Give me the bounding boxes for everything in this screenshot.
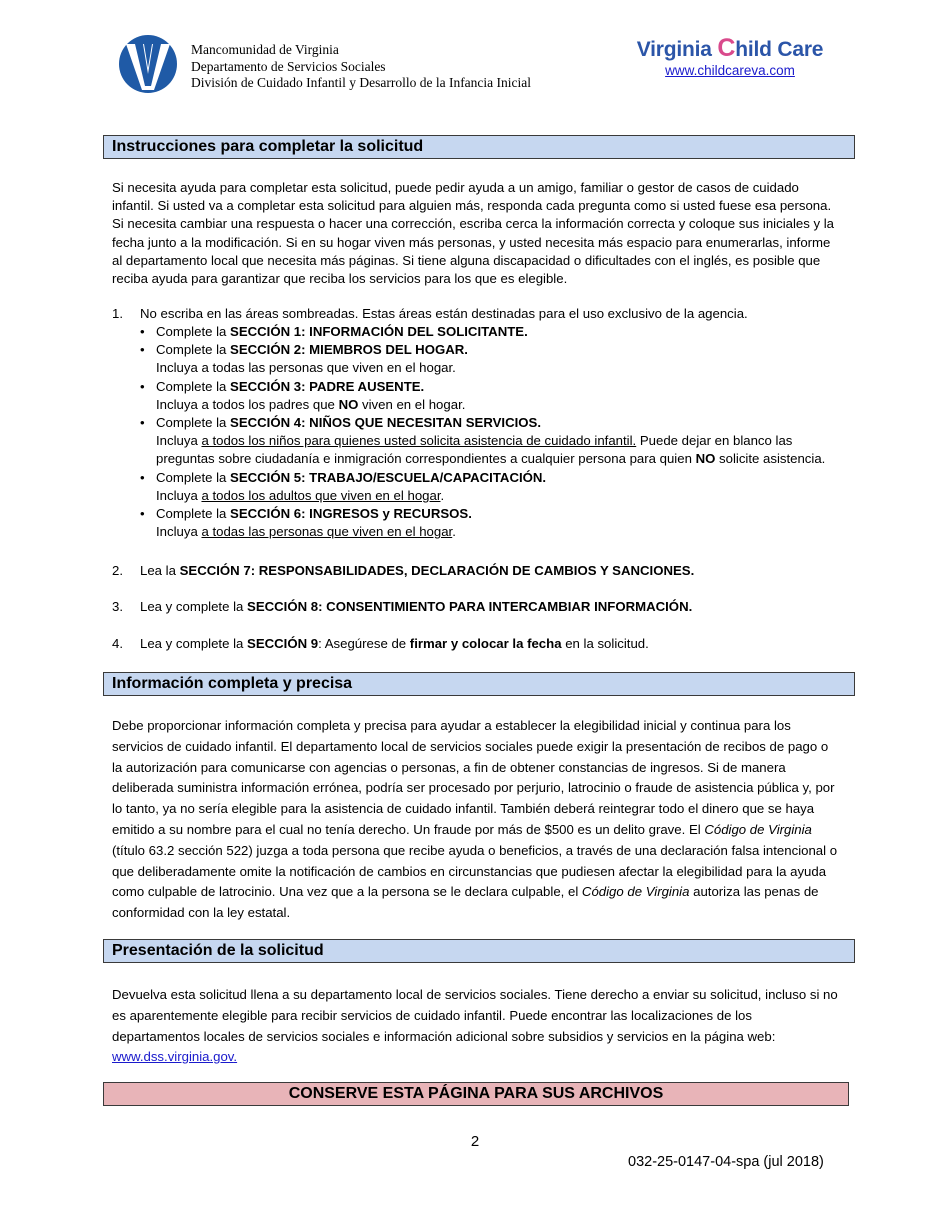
keep-page-banner: CONSERVE ESTA PÁGINA PARA SUS ARCHIVOS bbox=[103, 1082, 849, 1106]
list-item: • Complete la SECCIÓN 1: INFORMACIÓN DEL SOLICITANTE. bbox=[140, 324, 528, 339]
brand-letter-c: C bbox=[717, 34, 736, 62]
item-4-number: 4. bbox=[112, 636, 123, 651]
page-number: 2 bbox=[470, 1133, 480, 1150]
list-item: • Complete la SECCIÓN 2: MIEMBROS DEL HOGAR. Incluya a todas las personas que viven en el hogar. bbox=[140, 342, 468, 376]
item-2-number: 2. bbox=[112, 563, 123, 578]
list-item: • Complete la SECCIÓN 4: NIÑOS QUE NECESITAN SERVICIOS. Incluya a todos los niños para quienes usted solicita asistencia de cuidado infantil. Puede dejar en blanco las preguntas sobre ciudadanía e inmigración correspondientes a cualquier persona para quien NO solicite asistencia. bbox=[140, 415, 826, 467]
list-item: • Complete la SECCIÓN 5: TRABAJO/ESCUELA/CAPACITACIÓN. Incluya a todos los adultos que viven en el hogar. bbox=[140, 469, 547, 503]
item-3-number: 3. bbox=[112, 599, 123, 614]
item-4-text: Lea y complete la SECCIÓN 9: Asegúrese de firmar y colocar la fecha en la solicitud. bbox=[140, 636, 649, 651]
item-1-text: No escriba en las áreas sombreadas. Estas áreas están destinadas para el uso exclusivo de la agencia. bbox=[140, 306, 748, 321]
form-code: 032-25-0147-04-spa (jul 2018) bbox=[628, 1154, 824, 1170]
brand-word-virginia: Virginia bbox=[636, 38, 712, 61]
list-item: • Complete la SECCIÓN 6: INGRESOS y RECURSOS. Incluya a todas las personas que viven en el hogar. bbox=[140, 506, 472, 540]
header-line-division: División de Cuidado Infantil y Desarrollo de la Infancia Inicial bbox=[191, 75, 532, 90]
brand-word-child-care: hild Care bbox=[735, 38, 824, 61]
list-item: • Complete la SECCIÓN 3: PADRE AUSENTE. Incluya a todos los padres que NO viven en el hogar. bbox=[140, 378, 466, 412]
section-title-complete-info: Información completa y precisa bbox=[103, 672, 855, 696]
complete-info-paragraph: Debe proporcionar información completa y precisa para ayudar a establecer la elegibilidad inicial y continua para los servicios de cuidado infantil. El departamento local de servicios sociales puede exigir la presentación de recibos de pago o la autorización para comunicarse con agencias o personas, a fin de obtener constancias de ingresos. Si de manera deliberada suministra información errónea, podría ser procesado por perjurio, latrocinio o fraude de asistencia pública y, por lo tanto, ya no sería elegible para la asistencia de cuidado infantil. También deberá reintegrar todo el dinero que se haya emitido a su nombre para el cual no tenía derecho. Un fraude por más de $500 es un delito grave. El Código de Virginia (título 63.2 sección 522) juzga a toda persona que recibe ayuda o beneficios, a través de una declaración falsa intencional o que deliberadamente omite la notificación de cambios en circunstancias que pudiesen afectar la elegibilidad para la ayuda como culpable de latrocinio. Una vez que a la persona se le declara culpable, el Código de Virginia autoriza las penas de conformidad con la ley estatal. bbox=[112, 718, 838, 921]
section-title-instructions: Instrucciones para completar la solicitud bbox=[103, 135, 855, 159]
intro-paragraph: Si necesita ayuda para completar esta solicitud, puede pedir ayuda a un amigo, familiar o gestor de casos de cuidado infantil. Si usted va a completar esta solicitud para alguien más, responda cada pregunta como si usted fuese esa persona. Si necesita cambiar una respuesta o hacer una corrección, escriba cerca la información correcta y coloque sus iniciales y la fecha junto a la modificación. Si en su hogar viven más personas, y usted necesita más espacio para enumerarlas, informe al departamento local que necesita más páginas. Si tiene alguna discapacidad o dificultades con el inglés, es posible que reciba ayuda para garantizar que reciba los servicios para los que es elegible. bbox=[112, 180, 835, 287]
brand-logo-text bbox=[622, 34, 838, 63]
virginia-child-care-brand bbox=[622, 34, 838, 78]
item-1-number: 1. bbox=[112, 306, 123, 321]
agency-header bbox=[191, 42, 531, 92]
section-bullet-list bbox=[140, 323, 850, 541]
childcareva-link[interactable]: www.childcareva.com bbox=[665, 63, 795, 78]
dss-virginia-link[interactable]: www.dss.virginia.gov bbox=[112, 1049, 234, 1065]
section-title-submission: Presentación de la solicitud bbox=[103, 939, 855, 963]
header-line-commonwealth: Mancomunidad de Virginia bbox=[191, 42, 339, 57]
virginia-dss-logo-icon bbox=[118, 34, 178, 94]
item-2-text: Lea la SECCIÓN 7: RESPONSABILIDADES, DECLARACIÓN DE CAMBIOS Y SANCIONES. bbox=[140, 563, 695, 578]
header-line-department: Departamento de Servicios Sociales bbox=[191, 58, 386, 74]
submission-paragraph: Devuelva esta solicitud llena a su departamento local de servicios sociales. Tiene derecho a enviar su solicitud, incluso si no es aparentemente elegible para recibir servicios de cuidado infantil. Puede encontrar las localizaciones de los departamentos locales de servicios sociales e información adicional sobre subsidios y servicios en la página web: www.dss.virginia.gov. bbox=[112, 987, 838, 1065]
item-3-text: Lea y complete la SECCIÓN 8: CONSENTIMIENTO PARA INTERCAMBIAR INFORMACIÓN. bbox=[140, 599, 693, 614]
